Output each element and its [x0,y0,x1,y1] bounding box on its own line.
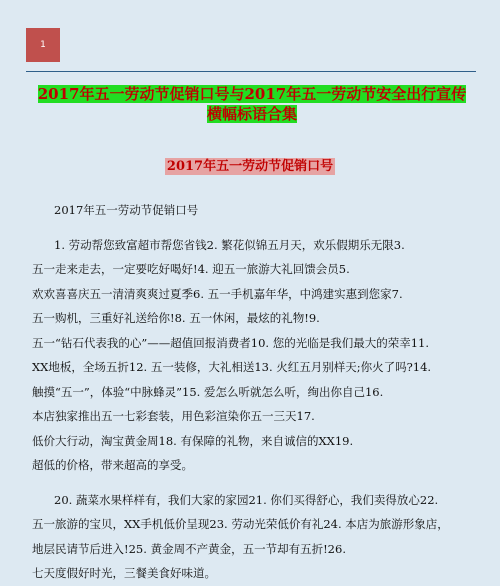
text-line: XX地板，全场五折12. 五一装修，大礼相送13. 火红五月别样天;你火了吗?14. [32,360,432,374]
text-line: 五一走来走去，一定要吃好喝好!4. 迎五一旅游大礼回馈会员5. [32,262,350,276]
text-line: 超低的价格，带来超高的享受。 [32,458,193,472]
paragraph-heading: 2017年五一劳动节促销口号 [54,203,199,217]
text-line: 五一“钻石代表我的心”——超值回报消费者10. 您的光临是我们最大的荣幸11. [32,335,429,350]
text-line: 本店独家推出五一七彩套装，用色彩渲染你五一三天17. [32,409,315,423]
text-line: 五一旅游的宝贝，XX手机低价呈现23. 劳动光荣低价有礼24. 本店为旅游形象店， [32,517,449,531]
header-divider [26,71,476,72]
text-line: 20. 蔬菜水果样样有，我们大家的家园21. 你们买得舒心，我们卖得放心22. [54,492,439,507]
text-line: 地层民请节后进入!25. 黄金周不产黄金，五一节却有五折!26. [32,541,346,556]
section-heading [0,155,500,174]
text-line: 七天度假好时光，三餐美食好味道。 [32,566,216,580]
paragraph-gap [32,223,478,233]
paragraph-gap [32,478,478,488]
text-line: 1. 劳动帮您致富超市帮您省钱2. 繁花似锦五月天，欢乐假期乐无限3. [54,237,405,252]
text-line: 低价大行动，淘宝黄金周18. 有保障的礼物，来自诚信的XX19. [32,433,354,448]
document-title-text: 2017年五一劳动节促销口号与2017年五一劳动节安全出行宣传横幅标语合集 [37,85,467,123]
body-text [32,198,478,586]
page-number-badge: 1 [26,28,60,62]
text-line: 触摸“五一”，体验“中脉蜂灵”15. 爱怎么听就怎么听，绚出你自己16. [32,384,384,399]
text-line: 五一购机，三重好礼送给你!8. 五一休闲，最炫的礼物!9. [32,311,320,325]
document-title [34,84,470,124]
section-heading-text: 2017年五一劳动节促销口号 [166,159,334,174]
text-line: 欢欢喜喜庆五一清清爽爽过夏季6. 五一手机嘉年华，中鸿建实惠到您家7. [32,286,403,301]
